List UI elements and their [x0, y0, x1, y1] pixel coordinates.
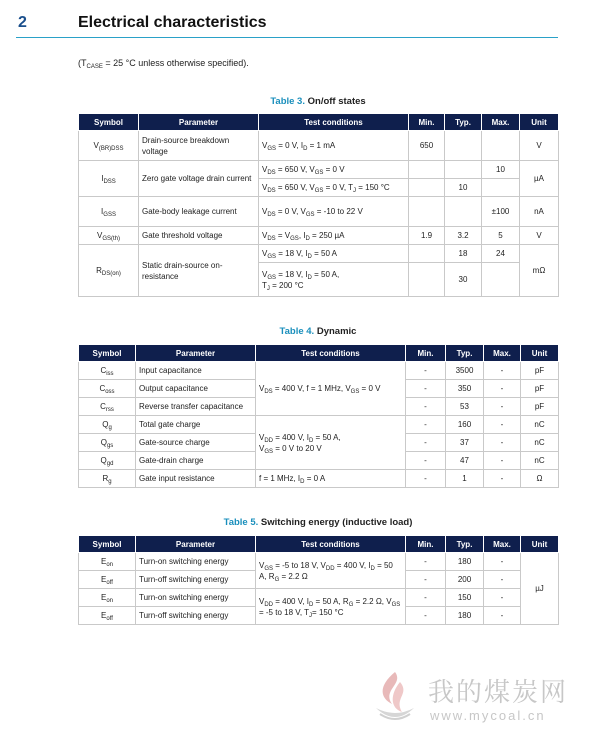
table-row: $R_{DS(on)}$ Static drain-source on-resistance $V_{GS} = 18$ V, $I_D = 50$ A 18 24 mΩ	[79, 245, 559, 263]
table-row: $I_{GSS}$ Gate-body leakage current $V_{DS} = 0$ V, $V_{GS} = -10$ to 22 V ±100 nA	[79, 197, 559, 227]
table-row: $C_{iss}$ Input capacitance $V_{DS} = 400$ V, f = 1 MHz, $V_{GS} = 0$ V - 3500 - pF	[79, 362, 559, 380]
table-row: $E_{on}$ Turn-on switching energy $V_{GS} = -5$ to 18 V, $V_{DD} = 400$ V, $I_D = 50$ A, $R_G = 2.2$ Ω - 180 - µJ	[79, 553, 559, 571]
flame-logo-icon	[370, 668, 420, 726]
table-row: $R_g$ Gate input resistance f = 1 MHz, $I_D = 0$ A - 1 - Ω	[79, 470, 559, 488]
section-header	[16, 14, 556, 36]
table-row: $V_{GS} = 18$ V, $I_D = 50$ A, $T_J = 200$ °C 30	[79, 263, 559, 297]
watermark	[370, 668, 590, 728]
dynamic-rows	[79, 362, 559, 488]
table-row: $Q_g$ Total gate charge $V_{DD} = 400$ V, $I_D = 50$ A, $V_{GS} = 0$ V to 20 V - 160 - nC	[79, 416, 559, 434]
table-row: $V_{(BR)DSS}$ Drain-source breakdown voltage $V_{GS} = 0$ V, $I_D = 1$ mA 650 V	[79, 131, 559, 161]
header-rule	[16, 37, 558, 38]
table5-caption: Table 5. Switching energy (inductive load)	[223, 517, 413, 528]
table-row: $C_{rss}$ Reverse transfer capacitance - 53 - pF	[79, 398, 559, 416]
table-row: $I_{DSS}$ Zero gate voltage drain current $V_{DS} = 650$ V, $V_{GS} = 0$ V 10 µA	[79, 161, 559, 179]
table-row: $E_{on}$ Turn-on switching energy $V_{DD} = 400$ V, $I_D = 50$ A, $R_G = 2.2$ Ω, $V_{GS} = -5$ to 18 V, $T_J= 150$ °C - 150 -	[79, 589, 559, 607]
table-on-off-states	[78, 113, 559, 297]
table-header-row: Symbol Parameter Test conditions Min. Typ. Max. Unit	[79, 345, 559, 362]
section-number: 2	[18, 14, 27, 31]
table-dynamic	[78, 344, 559, 488]
table-header-row: Symbol Parameter Test conditions Min. Typ. Max. Unit	[79, 536, 559, 553]
table-switching-energy	[78, 535, 559, 625]
table-row: $V_{GS(th)}$ Gate threshold voltage $V_{DS} = V_{GS}$, $I_D = 250$ µA 1.9 3.2 5 V	[79, 227, 559, 245]
table3-caption: Table 3. On/off states	[270, 96, 366, 107]
conditions-note: ($T_{CASE} = 25$ °C unless otherwise specified).	[78, 58, 249, 70]
table-row: $E_{off}$ Turn-off switching energy - 180 -	[79, 607, 559, 625]
watermark-url: www.mycoal.cn	[430, 708, 546, 723]
table-row: $Q_{gs}$ Gate-source charge - 37 - nC	[79, 434, 559, 452]
table4-caption: Table 4. Dynamic	[279, 326, 357, 337]
table-header-row: Symbol Parameter Test conditions Min. Typ. Max. Unit	[79, 114, 559, 131]
table-row: $C_{oss}$ Output capacitance - 350 - pF	[79, 380, 559, 398]
table-row: $V_{DS} = 650$ V, $V_{GS} = 0$ V, $T_J = 150$ °C 10	[79, 179, 559, 197]
watermark-text-cn: 我的煤炭网	[428, 677, 569, 707]
section-title: Electrical characteristics	[78, 14, 267, 31]
table-row: $Q_{gd}$ Gate-drain charge - 47 - nC	[79, 452, 559, 470]
table-row: $E_{off}$ Turn-off switching energy - 200 -	[79, 571, 559, 589]
